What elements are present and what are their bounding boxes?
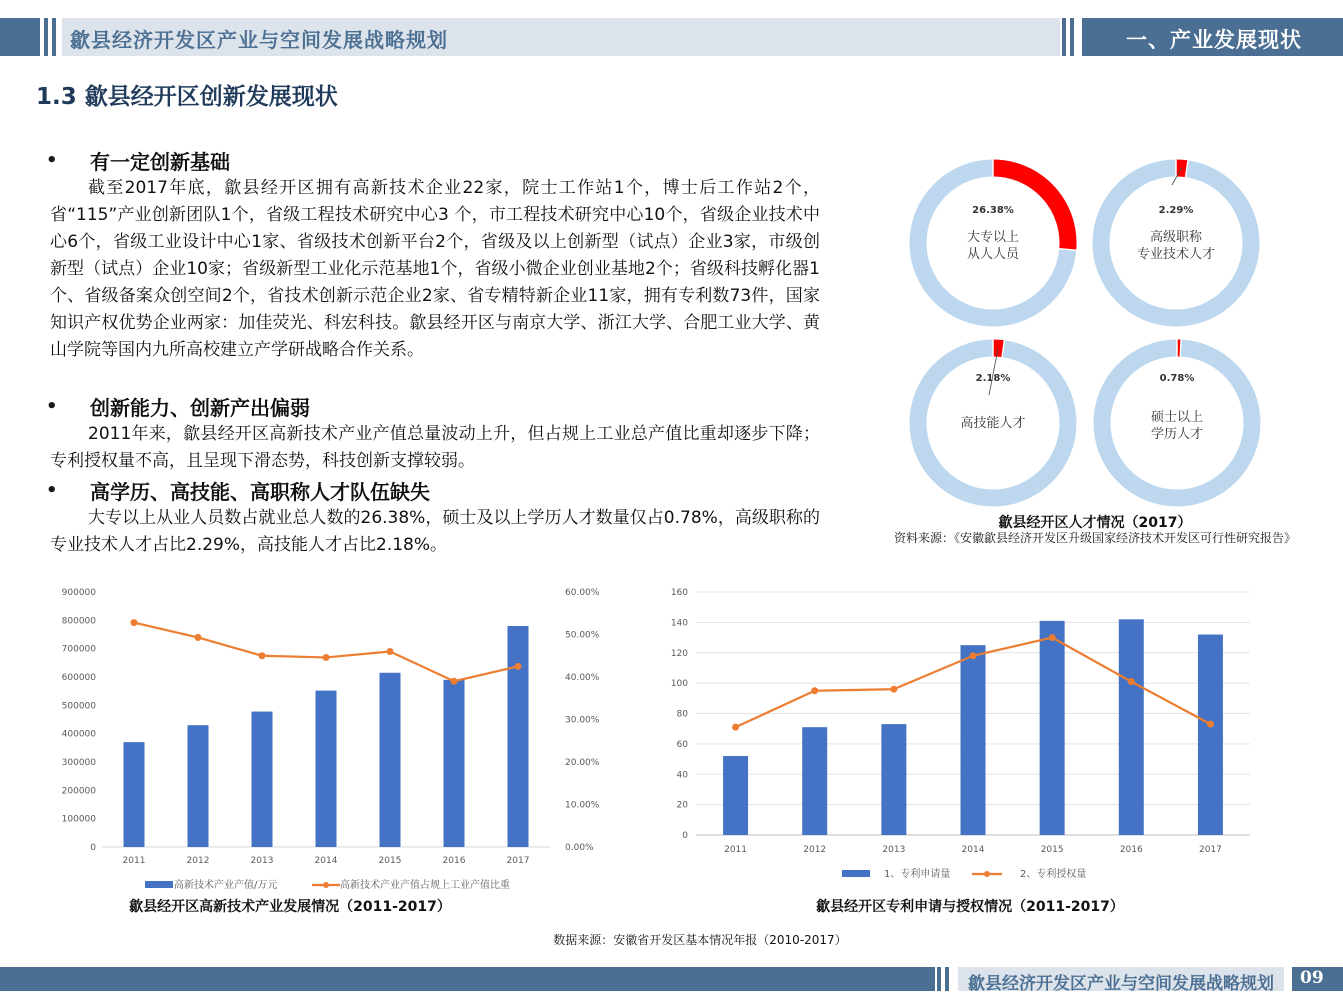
footer-doc-title: 歙县经济开发区产业与空间发展战略规划 — [968, 974, 1274, 994]
section-title: 创新能力、创新产出偏弱 — [90, 396, 310, 420]
y-axis-tick-label: 80 — [676, 709, 688, 720]
donut-percent-label: 0.78% — [1159, 373, 1195, 384]
x-axis-tick-label: 2013 — [882, 845, 906, 855]
x-axis-tick-label: 2017 — [1198, 845, 1222, 855]
y-axis-tick-label: 400000 — [61, 729, 96, 740]
line-point — [1207, 721, 1214, 728]
y-axis-tick-label: 60 — [676, 739, 688, 750]
line-point — [451, 678, 458, 685]
bar — [508, 626, 529, 847]
line-point — [890, 686, 897, 693]
y2-axis-tick-label: 60.00% — [565, 588, 600, 598]
line-point — [323, 654, 330, 661]
y2-axis-tick-label: 0.00% — [565, 843, 594, 853]
y2-axis-tick-label: 50.00% — [565, 630, 600, 641]
donut-category-label: 学历人才 — [1150, 427, 1204, 442]
footer-bar — [0, 967, 935, 991]
y-axis-tick-label: 100000 — [61, 814, 96, 825]
bar — [1040, 621, 1065, 835]
bullet-marker: • — [46, 150, 58, 171]
section-title: 有一定创新基础 — [90, 150, 230, 174]
bar — [124, 742, 145, 847]
donut-percent-label: 26.38% — [972, 205, 1014, 216]
page-title: 1.3 歙县经开区创新发展现状 — [36, 84, 338, 110]
y-axis-tick-label: 900000 — [61, 588, 96, 598]
line-point — [1049, 634, 1056, 641]
header-left-block — [0, 18, 40, 56]
legend-bar-swatch — [842, 870, 870, 877]
line-point — [131, 619, 138, 626]
bullet-marker: • — [46, 480, 58, 501]
y-axis-tick-label: 160 — [670, 588, 688, 598]
legend-bar-label: 1、专利申请量 — [884, 869, 951, 880]
y-axis-tick-label: 120 — [670, 648, 688, 659]
donut-percent-label: 2.18% — [975, 373, 1011, 384]
bar — [188, 725, 209, 847]
legend-bar-label: 高新技术产业产值/万元 — [174, 880, 278, 891]
line-series — [134, 623, 518, 682]
bar — [1198, 635, 1223, 835]
y2-axis-tick-label: 30.00% — [565, 715, 600, 726]
line-point — [1128, 678, 1135, 685]
bar — [961, 645, 986, 835]
bar — [380, 673, 401, 847]
x-axis-tick-label: 2012 — [186, 856, 210, 866]
y-axis-tick-label: 500000 — [61, 701, 96, 712]
page-number: 09 — [1300, 968, 1324, 988]
line-point — [515, 663, 522, 670]
y-axis-tick-label: 800000 — [61, 616, 96, 627]
donut — [918, 340, 1068, 499]
donut-separator — [1180, 340, 1181, 357]
chart1-title: 歙县经开区高新技术产业发展情况（2011-2017） — [129, 899, 451, 915]
donut-caption-source: 资料来源：《安徽歙县经济开发区升级国家经济技术开发区可行性研究报告》 — [893, 531, 1296, 545]
hightech-output-chart — [40, 580, 620, 910]
x-axis-tick-label: 2011 — [724, 845, 748, 855]
x-axis-tick-label: 2017 — [506, 856, 530, 866]
line-point — [387, 648, 394, 655]
legend-line-marker — [984, 871, 990, 877]
y-axis-tick-label: 600000 — [61, 673, 96, 683]
legend-line-label: 2、专利授权量 — [1020, 869, 1087, 880]
header-stripe — [1070, 18, 1074, 56]
header-stripe — [1062, 18, 1066, 56]
talent-donut-charts — [900, 155, 1270, 513]
bar — [316, 691, 337, 847]
bar — [802, 727, 827, 835]
y-axis-tick-label: 0 — [90, 843, 96, 853]
patent-chart — [660, 580, 1260, 890]
legend-line-marker — [323, 882, 329, 888]
donut-category-label: 硕士以上 — [1150, 410, 1204, 425]
bar — [723, 756, 748, 835]
y-axis-tick-label: 200000 — [61, 786, 96, 797]
donut-category-label: 从人人员 — [966, 247, 1020, 262]
line-point — [970, 652, 977, 659]
x-axis-tick-label: 2015 — [1040, 845, 1064, 855]
section-paragraph: 2011年来，歙县经开区高新技术产业产值总量波动上升，但占规上工业总产值比重却逐步下降；专利授权量不高，且呈现下滑态势，科技创新支撑较弱。 — [50, 424, 820, 471]
legend-line-label: 高新技术产业产值占规上工业产值比重 — [340, 880, 510, 891]
donut — [918, 160, 1076, 319]
donut-category-label: 大专以上 — [966, 230, 1020, 245]
x-axis-tick-label: 2014 — [314, 856, 338, 866]
section-paragraph: 截至2017年底，歙县经开区拥有高新技术企业22家，院士工作站1个，博士后工作站2个，省“115”产业创新团队1个，省级工程技术研究中心3 个，市工程技术研究中心10个，省级企业技术中心6个，省级工业设计中心1家、省级技术创新平台2个，省级及以上创新型（试点）企业3家，市级创新型（试点）企业10家；省级新型工业化示范基地1个，省级小微企业创业基地2个；省级科技孵化器1个、省级备案众创空间2个，省技术创新示范企业2家、省专精特新企业11家，拥有专利数73件，国家知识产权优势企业两家：加佳荧光、科宏科技。歙县经开区与南京大学、浙江大学、合肥工业大学、黄山学院等国内九所高校建立产学研战略合作关系。 — [50, 178, 820, 360]
y2-axis-tick-label: 40.00% — [565, 673, 600, 683]
x-axis-tick-label: 2012 — [803, 845, 827, 855]
x-axis-tick-label: 2014 — [961, 845, 985, 855]
line-point — [732, 724, 739, 731]
y-axis-tick-label: 0 — [682, 831, 688, 841]
x-axis-tick-label: 2016 — [1119, 845, 1143, 855]
y-axis-tick-label: 300000 — [61, 758, 96, 768]
line-point — [811, 687, 818, 694]
header-doc-title: 歙县经济开发区产业与空间发展战略规划 — [70, 28, 448, 52]
donut-caption-title: 歙县经开区人才情况（2017） — [998, 515, 1192, 531]
line-point — [259, 652, 266, 659]
legend-bar-swatch — [145, 881, 173, 888]
y-axis-tick-label: 40 — [676, 770, 688, 781]
donut — [1101, 160, 1251, 319]
y-axis-tick-label: 20 — [676, 800, 688, 811]
y2-axis-tick-label: 10.00% — [565, 800, 600, 811]
donut-category-label: 高级职称 — [1149, 230, 1203, 245]
x-axis-tick-label: 2011 — [122, 856, 146, 866]
header-stripe — [44, 18, 48, 56]
y-axis-tick-label: 100 — [670, 679, 688, 690]
footer-stripe — [945, 967, 949, 991]
bullet-marker: • — [46, 396, 58, 417]
footer-stripe — [937, 967, 941, 991]
bar — [881, 724, 906, 835]
section-title: 高学历、高技能、高职称人才队伍缺失 — [90, 480, 430, 504]
y-axis-tick-label: 140 — [670, 618, 688, 629]
donut-category-label: 专业技术人才 — [1136, 247, 1216, 262]
x-axis-tick-label: 2013 — [250, 856, 274, 866]
header-stripe — [52, 18, 56, 56]
donut-percent-label: 2.29% — [1158, 205, 1194, 216]
donut-category-label: 高技能人才 — [960, 416, 1026, 431]
chart2-title: 歙县经开区专利申请与授权情况（2011-2017） — [816, 899, 1124, 915]
section-paragraph: 大专以上从业人员数占就业总人数的26.38%，硕士及以上学历人才数量仅占0.78%，高级职称的专业技术人才占比2.29%，高技能人才占比2.18%。 — [50, 508, 820, 555]
donut — [1102, 340, 1252, 499]
bar — [444, 680, 465, 847]
y-axis-tick-label: 700000 — [61, 644, 96, 655]
bar — [1119, 619, 1144, 835]
x-axis-tick-label: 2016 — [442, 856, 466, 866]
header-section-title: 一、产业发展现状 — [1126, 28, 1302, 52]
x-axis-tick-label: 2015 — [378, 856, 402, 866]
line-point — [195, 634, 202, 641]
bar — [252, 712, 273, 847]
y2-axis-tick-label: 20.00% — [565, 758, 600, 768]
data-source-note: 数据来源：安徽省开发区基本情况年报（2010-2017） — [553, 933, 847, 947]
